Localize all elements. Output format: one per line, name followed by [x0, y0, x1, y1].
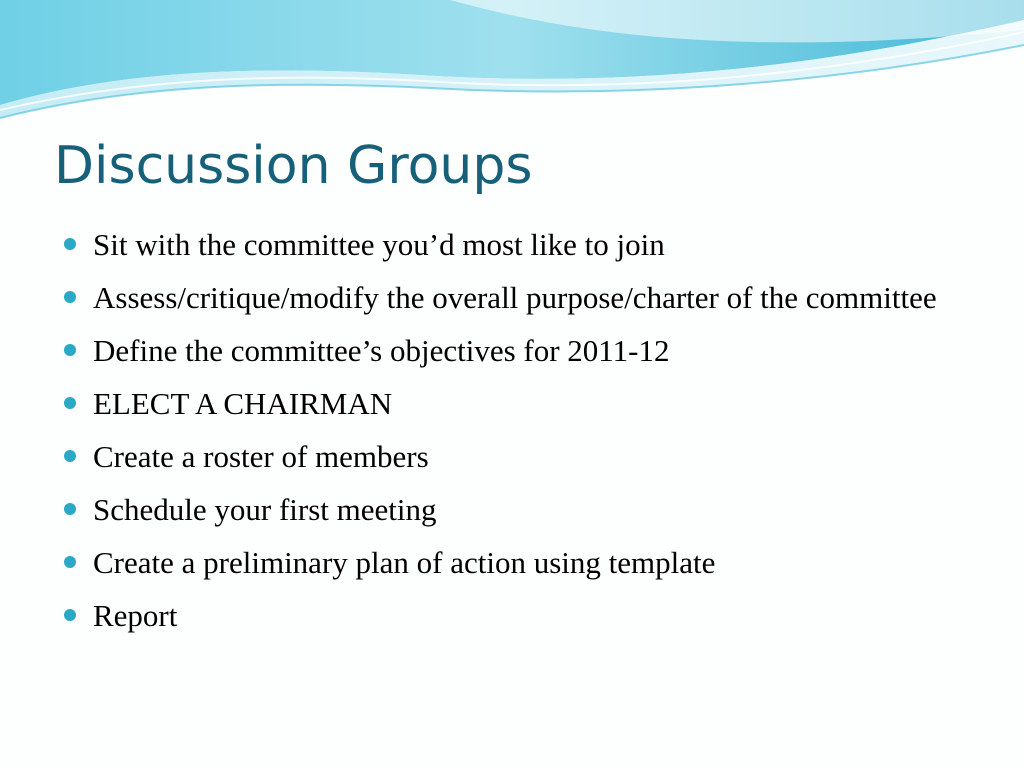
- bullet-dot-icon: [64, 609, 76, 621]
- bullet-item: [62, 488, 962, 532]
- bullet-dot-icon: [64, 397, 76, 409]
- slide-title: Discussion Groups: [54, 136, 533, 196]
- bullet-item: [62, 435, 962, 479]
- bullet-text: Sit with the committee you’d most like to join: [93, 227, 665, 262]
- bullet-dot-icon: [64, 450, 76, 462]
- bullet-dot-icon: [64, 238, 76, 250]
- bullet-text: Schedule your first meeting: [93, 492, 437, 527]
- bullet-text: Define the committee’s objectives for 2011-12: [93, 333, 670, 368]
- bullet-dot-icon: [64, 291, 76, 303]
- bullet-text: Create a preliminary plan of action using template: [93, 545, 716, 580]
- bullet-item: [62, 382, 962, 426]
- bullet-text: ELECT A CHAIRMAN: [93, 386, 393, 421]
- header-wave-decoration: [0, 0, 1024, 130]
- bullet-list: [62, 223, 962, 647]
- bullet-item: [62, 594, 962, 638]
- bullet-item: [62, 223, 962, 267]
- bullet-item: [62, 329, 962, 373]
- bullet-text: Create a roster of members: [93, 439, 429, 474]
- bullet-dot-icon: [64, 344, 76, 356]
- bullet-item: [62, 541, 962, 585]
- bullet-text: Report: [93, 598, 178, 633]
- bullet-item: [62, 276, 962, 320]
- bullet-text: Assess/critique/modify the overall purpose/charter of the committee: [93, 280, 937, 315]
- bullet-dot-icon: [64, 503, 76, 515]
- bullet-dot-icon: [64, 556, 76, 568]
